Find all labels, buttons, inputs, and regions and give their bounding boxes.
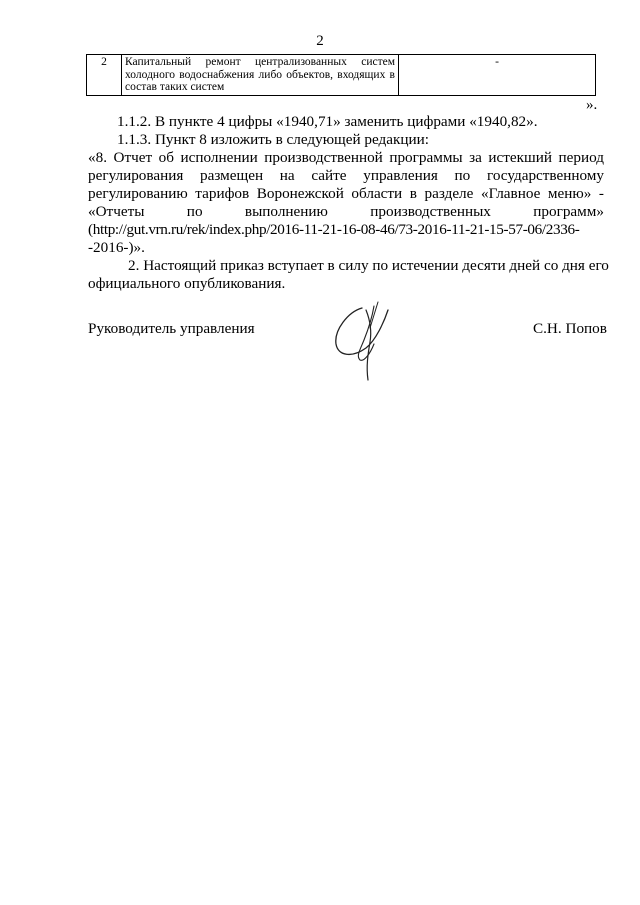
clause-8-line-5: (http://gut.vrn.ru/rek/index.php/2016-11-21-16-08-46/73-2016-11-21-15-57-06/2336- xyxy=(88,221,580,238)
tariff-table xyxy=(86,54,596,96)
clause-8-line-1: «8. Отчет об исполнении производственной программы за истекший период xyxy=(88,149,604,166)
row-number-cell: 2 xyxy=(87,55,122,96)
closing-quote: ». xyxy=(586,97,598,113)
page-number: 2 xyxy=(316,33,324,49)
paragraph-1-1-2: 1.1.2. В пункте 4 цифры «1940,71» заменить цифрами «1940,82». xyxy=(117,113,538,130)
paragraph-2-line-2: официального опубликования. xyxy=(88,275,286,292)
clause-8-line-4: «Отчеты по выполнению производственных программ» xyxy=(88,203,604,220)
clause-8-line-2: регулирования размещен на сайте управления по государственному xyxy=(88,167,604,184)
clause-8-line-3: регулированию тарифов Воронежской области в разделе «Главное меню» - xyxy=(88,185,604,202)
row-value-cell: - xyxy=(399,55,596,96)
signer-name: С.Н. Попов xyxy=(533,320,607,337)
paragraph-1-1-3: 1.1.3. Пункт 8 изложить в следующей редакции: xyxy=(117,131,430,148)
handwritten-signature xyxy=(326,300,406,390)
paragraph-2-line-1: 2. Настоящий приказ вступает в силу по истечении десяти дней со дня его xyxy=(128,257,609,274)
signer-title: Руководитель управления xyxy=(88,320,255,337)
clause-8-line-6: -2016-)». xyxy=(88,239,145,256)
row-description-cell: Капитальный ремонт централизованных систем холодного водоснабжения либо объектов, входящих в состав таких систем xyxy=(122,55,399,96)
table-row xyxy=(87,55,596,96)
